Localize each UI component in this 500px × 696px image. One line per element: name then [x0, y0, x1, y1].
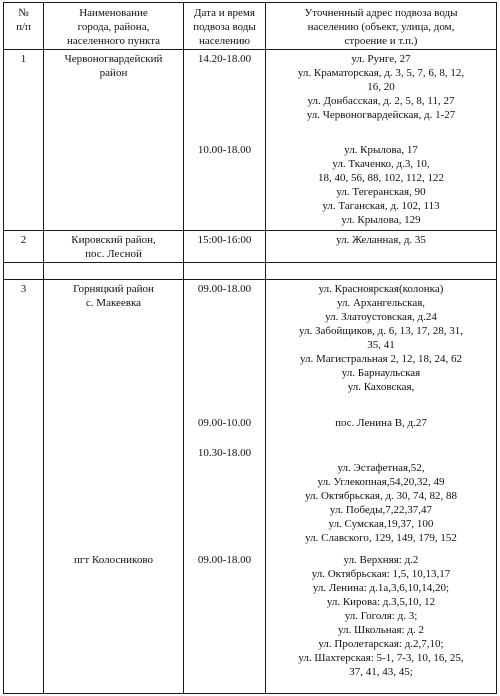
row-2-address: ул. Желанная, д. 35 — [336, 234, 426, 246]
column-divider — [183, 2, 184, 694]
table-border-left — [3, 2, 4, 694]
row-1-name: Червоногвардейский район — [64, 53, 163, 79]
row-divider — [3, 279, 497, 280]
row-4-time: 09.00-18.00 — [197, 554, 252, 566]
row-3-address-c: ул. Эстафетная,52, ул. Углекопная,54,20,32, 49 ул. Октябрьская, д. 30, 74, 82, 88 ул. Победы,7,22,37,47 ул. Сумская,19,37, 100 ул. Славского, 129, 149, 179, 152 — [304, 462, 458, 544]
row-3-time-c: 10.30-18.00 — [197, 447, 252, 459]
row-2-name: Кировский район, пос. Лесной — [71, 234, 156, 260]
row-1-time-a: 14.20-18.00 — [197, 53, 252, 65]
row-3-time-a: 09.00-18.00 — [197, 283, 252, 295]
row-1-time-b: 10.00-18.00 — [197, 144, 252, 156]
header-name: Наименование города, района, населенного пункта — [66, 7, 161, 47]
table-border-top — [3, 2, 497, 3]
row-4-name: пгт Колосниково — [74, 554, 153, 566]
row-divider — [3, 262, 497, 263]
header-address: Уточненный адрес подвоза воды населению (объект, улица, дом, строение и т.п.) — [304, 7, 458, 47]
row-1-address-a: ул. Рунге, 27 ул. Краматорская, д. 3, 5, 7, 6, 8, 12, 16, 20 ул. Донбасская, д. 2, 5, 8, 11, 27 ул. Червоногвардейская, д. 1-27 — [297, 53, 465, 121]
header-divider — [3, 49, 497, 50]
row-2-num: 2 — [20, 234, 27, 246]
row-divider — [3, 230, 497, 231]
row-3-num: 3 — [20, 283, 27, 295]
table-border-right — [496, 2, 497, 694]
row-3-address-b: пос. Ленина В, д.27 — [335, 417, 427, 429]
row-1-address-b: ул. Крылова, 17 ул. Ткаченко, д.3, 10, 18, 40, 56, 88, 102, 112, 122 ул. Тегеранская, 90 ул. Таганская, д. 102, 113 ул. Крылова, 129 — [317, 144, 445, 226]
header-time: Дата и время подвоза воды населению — [193, 7, 256, 47]
row-3-time-b: 09.00-10.00 — [197, 417, 252, 429]
row-1-num: 1 — [20, 53, 27, 65]
row-2-time: 15:00-16:00 — [197, 234, 252, 246]
row-4-address: ул. Верхняя: д.2 ул. Октябрьская: 1,5, 10,13,17 ул. Ленина: д.1а,3,6,10,14,20; ул. Кирова: д.3,5,10, 12 ул. Гоголя: д. 3; ул. Школьная: д. 2 ул. Пролетарская: д.2,7,10; ул. Шахтерская: 5-1, 7-3, 10, 16, 25, 37, 41, 43, 45; — [298, 554, 464, 678]
row-3-name: Горняцкий район с. Макеевка — [73, 283, 154, 309]
header-num: № п/п — [16, 7, 31, 33]
row-3-address-a: ул. Красноярская(колонка) ул. Архангельская, ул. Златоустовская, д.24 ул. Забойщиков, д. 6, 13, 17, 28, 31, 35, 41 ул. Магистральная 2, 12, 18, 24, 62 ул. Барнаульская ул. Каховская, — [298, 283, 464, 393]
column-divider — [43, 2, 44, 694]
table-border-bottom — [3, 693, 497, 694]
